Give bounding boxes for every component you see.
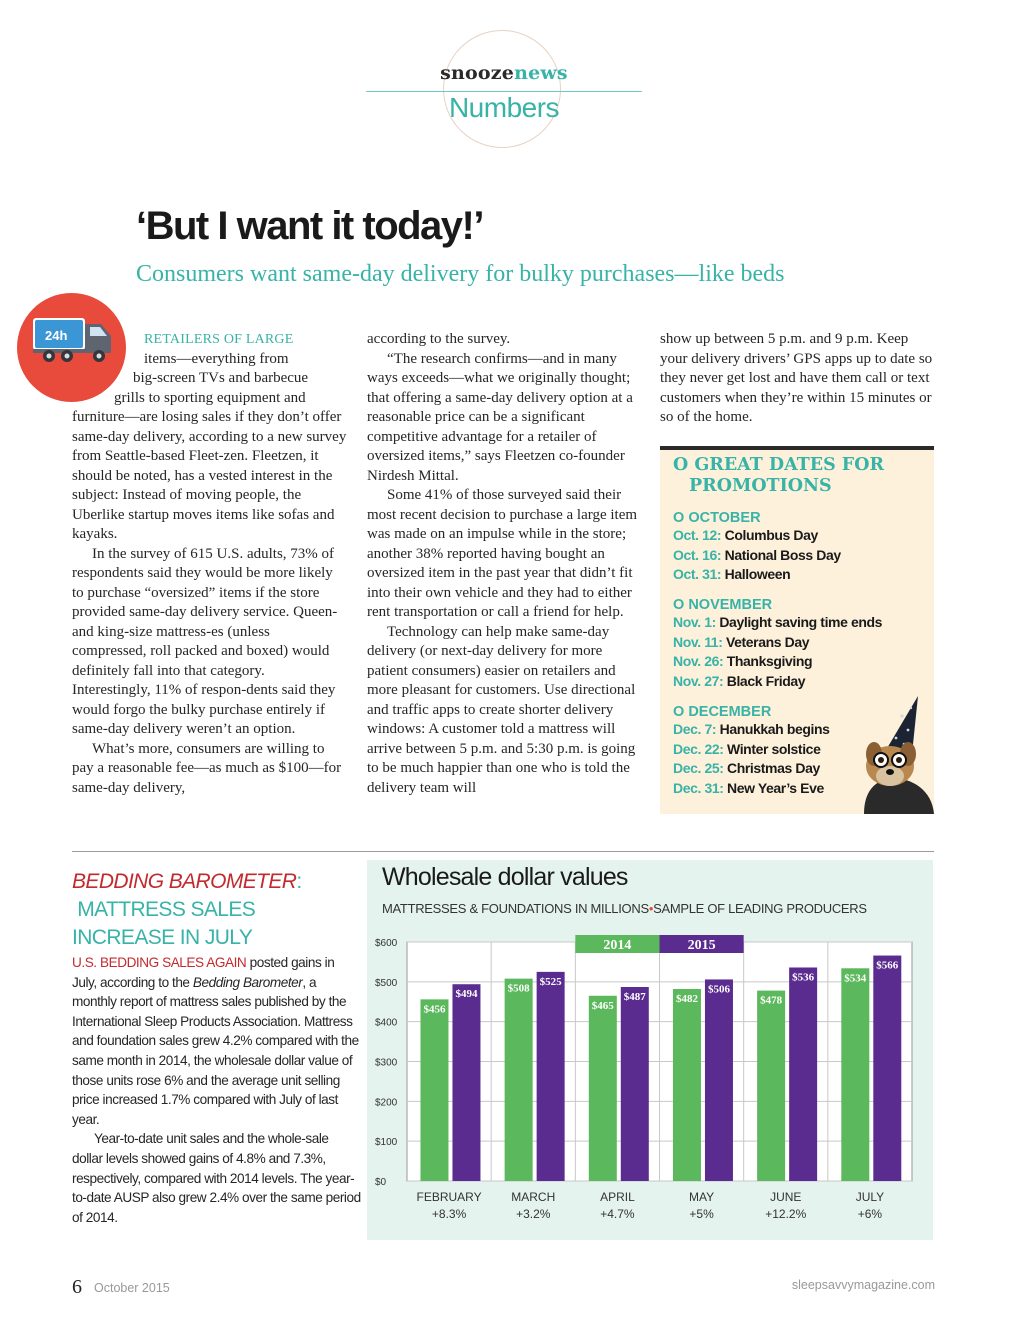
month-name: OCTOBER <box>688 510 761 526</box>
promo-event <box>673 652 928 672</box>
event-name: New Year’s Eve <box>727 779 824 796</box>
y-tick-label: $100 <box>375 1137 398 1149</box>
paragraph: Some 41% of those surveyed said their most recent decision to purchase a large item was made on an impulse while in the store; another 38% reported having bought an oversized item in the past year that didn’t fit into their own vehicle and they had to either rent transportation or call a friend for help. <box>367 487 638 620</box>
bar-value-label: $456 <box>423 1003 446 1016</box>
circle-bullet-icon: O <box>673 510 689 526</box>
barometer-title-line: MATTRESS SALES <box>77 898 256 921</box>
bar-2014 <box>420 999 448 1181</box>
x-change-label: +5% <box>689 1207 714 1221</box>
paragraph <box>72 953 362 1129</box>
bar-value-label: $478 <box>760 994 783 1007</box>
event-date: Dec. 7: <box>673 721 717 737</box>
month-name: DECEMBER <box>688 704 772 720</box>
x-change-label: +4.7% <box>600 1207 635 1221</box>
promo-event <box>673 740 863 760</box>
circle-bullet-icon: O <box>673 597 689 613</box>
bar-value-label: $534 <box>844 972 867 985</box>
y-tick-label: $500 <box>375 977 398 989</box>
subhead: Consumers want same-day delivery for bulky purchases—like beds <box>136 261 785 287</box>
bar-2014 <box>589 996 617 1181</box>
article-column-1 <box>72 408 347 798</box>
event-name: Hanukkah begins <box>719 721 830 737</box>
barometer-title-line: INCREASE IN JULY <box>72 926 253 949</box>
paragraph: according to the survey. <box>367 331 511 347</box>
month-name: NOVEMBER <box>688 597 773 613</box>
barometer-title-colon: : <box>296 870 302 893</box>
promo-title-line: PROMOTIONS <box>689 476 832 496</box>
event-name: Black Friday <box>726 672 806 689</box>
header-badge-circle <box>443 30 561 148</box>
paragraph: furniture—are losing sales if they don’t offer same-day delivery, according to a new survey from Seattle-based Fleet-zen. Fleetzen, it should be noted, has a vested interest in the subject: Instead of moving people, the Uberlike startup moves items like sofas and kayaks. <box>72 409 347 542</box>
x-change-label: +6% <box>857 1207 883 1221</box>
circle-bullet-icon: O <box>673 704 689 720</box>
publication-name: Bedding Barometer <box>192 974 303 990</box>
event-date: Dec. 22: <box>673 740 724 757</box>
promo-month-november <box>673 597 928 691</box>
barometer-text <box>72 953 362 1227</box>
event-date: Nov. 1: <box>673 614 716 630</box>
delivery-truck-icon <box>29 314 115 366</box>
x-category-label: MAY <box>689 1190 715 1204</box>
promo-event <box>673 720 863 740</box>
bar-2014 <box>841 968 869 1181</box>
legend-2015-label: 2015 <box>687 938 716 953</box>
chart-subtitle-separator: • <box>648 901 654 916</box>
barometer-title <box>72 868 302 952</box>
promo-event <box>673 526 928 546</box>
event-name: Veterans Day <box>725 633 810 650</box>
event-name: Daylight saving time ends <box>719 614 883 630</box>
event-date: Oct. 31: <box>673 566 722 582</box>
brand-news: news <box>514 62 568 84</box>
article-column-3 <box>660 330 936 428</box>
paragraph: “The research confirms—and in many ways exceeds—what we originally thought; that offering a same-day delivery option at a reasonable price can be a significant competitive advantage for a retailer of oversized items,” says Fleetzen co-founder Nirdesh Mittal. <box>367 350 633 484</box>
x-change-label: +12.2% <box>765 1207 807 1221</box>
event-date: Dec. 31: <box>673 779 724 796</box>
y-tick-label: $300 <box>375 1057 398 1069</box>
circle-bullet-icon: O <box>673 455 695 475</box>
bar-chart <box>367 925 933 1225</box>
article-column-2 <box>367 330 642 798</box>
bar-value-label: $508 <box>507 982 530 995</box>
bar-value-label: $494 <box>455 988 478 1001</box>
website-url: sleepsavvymagazine.com <box>791 1278 935 1292</box>
dog-party-hat-photo <box>846 694 934 814</box>
section-divider <box>72 851 934 852</box>
bar-2014 <box>673 989 701 1181</box>
x-category-label: JULY <box>855 1190 885 1204</box>
x-category-label: APRIL <box>600 1190 635 1204</box>
promo-event <box>673 546 928 566</box>
section-title: Numbers <box>448 92 560 123</box>
bar-value-label: $566 <box>876 959 899 972</box>
event-date: Nov. 27: <box>673 672 724 689</box>
y-tick-label: $400 <box>375 1017 398 1029</box>
promo-title <box>673 455 884 497</box>
promo-event <box>673 633 928 653</box>
paragraph: In the survey of 615 U.S. adults, 73% of respondents said they would be more likely to purchase “oversized” items if the store provided same-day delivery service. Queen- and king-size mattress-es (unless compressed, roll packed and boxed) would definitely fall into that category. Interestingly, 11% of respon-dents said they would forgo the bulky purchase entirely if same-day delivery weren’t an option. <box>72 545 338 737</box>
col1-line: big-screen TVs and barbecue <box>133 370 309 386</box>
promo-event <box>673 759 863 779</box>
y-tick-label: $0 <box>375 1177 387 1188</box>
chart-title: Wholesale dollar values <box>382 863 628 891</box>
promo-event <box>673 613 928 633</box>
headline: ‘But I want it today!’ <box>136 204 483 248</box>
paragraph: Technology can help make same-day delivery (or next-day delivery for more patient consumers) easier on retailers and more pleasant for customers. Use directional and traffic apps to create shorter delivery windows: A customer told a mattress will arrive between 5 p.m. and 5:30 p.m. is going to be much happier than one who is told the delivery team will <box>367 623 636 796</box>
bar-2015 <box>452 984 480 1181</box>
col1-lead-line <box>144 330 344 350</box>
event-name: Columbus Day <box>724 527 818 543</box>
event-name: Winter solstice <box>727 740 821 757</box>
bar-value-label: $482 <box>675 993 698 1006</box>
y-tick-label: $600 <box>375 938 398 949</box>
y-tick-label: $200 <box>375 1097 398 1109</box>
x-change-label: +3.2% <box>516 1207 551 1221</box>
truck-24h-label: 24h <box>45 328 68 343</box>
promo-event <box>673 672 928 692</box>
event-date: Oct. 16: <box>673 546 722 563</box>
bar-value-label: $487 <box>623 991 646 1004</box>
chart-subtitle-a: MATTRESSES & FOUNDATIONS IN MILLIONS <box>382 901 649 916</box>
x-category-label: JUNE <box>770 1190 802 1204</box>
legend-2014-label: 2014 <box>603 938 632 953</box>
col1-line: grills to sporting equipment and <box>114 389 306 406</box>
chart-subtitle <box>382 901 867 916</box>
bar-2015 <box>873 956 901 1181</box>
event-date: Nov. 26: <box>673 653 724 669</box>
bar-2015 <box>789 967 817 1181</box>
promo-month-october <box>673 510 928 585</box>
lead-in: RETAILERS OF LARGE <box>144 332 294 347</box>
event-name: Thanksgiving <box>726 653 813 669</box>
text-run: , a monthly report of mattress sales published by the International Sleep Products Association. Mattress and foundation sales grew 4.2% compared with the same month in 2014, the wholesale dollar value of those units rose 6% and the average unit selling price increased 1.7% compared with July of last year. <box>72 974 359 1127</box>
brand-logo <box>366 62 642 84</box>
promo-month-december <box>673 704 863 798</box>
event-name: Halloween <box>724 566 791 582</box>
event-date: Dec. 25: <box>673 760 724 776</box>
barometer-title-red: BEDDING BAROMETER <box>72 870 297 893</box>
event-name: Christmas Day <box>727 760 820 776</box>
bar-2015 <box>705 979 733 1181</box>
bar-2015 <box>621 987 649 1181</box>
bar-2015 <box>537 972 565 1181</box>
bar-2014 <box>757 991 785 1181</box>
chart-subtitle-b: SAMPLE OF LEADING PRODUCERS <box>653 901 867 916</box>
paragraph: show up between 5 p.m. and 9 p.m. Keep your delivery drivers’ GPS apps up to date so they never get lost and have them call or text customers when they’re within 15 minutes or so of the home. <box>660 331 933 425</box>
x-category-label: MARCH <box>511 1190 556 1204</box>
bar-value-label: $525 <box>539 975 562 988</box>
event-date: Nov. 11: <box>673 633 723 650</box>
page-number: 6 <box>72 1276 82 1298</box>
promo-title-line: GREAT DATES FOR <box>694 455 885 475</box>
issue-date: October 2015 <box>94 1281 170 1295</box>
x-category-label: FEBRUARY <box>416 1190 482 1204</box>
promo-event <box>673 565 928 585</box>
bar-2014 <box>505 979 533 1181</box>
paragraph: Year-to-date unit sales and the whole-sale dollar levels showed gains of 4.8% and 7.3%, respectively, compared with 2014 levels. The year-to-date AUSP also grew 2.4% over the same period of 2014. <box>72 1131 361 1225</box>
text-run: posted gains in July, according to the <box>72 955 335 990</box>
event-name: National Boss Day <box>724 546 841 563</box>
lead-in: U.S. BEDDING SALES AGAIN <box>72 955 247 970</box>
promo-event <box>673 779 863 799</box>
paragraph: What’s more, consumers are willing to pay a reasonable fee—as much as $100—for same-day delivery, <box>72 740 342 796</box>
bar-value-label: $506 <box>707 983 730 996</box>
col1-line: items—everything from <box>144 350 289 367</box>
x-change-label: +8.3% <box>431 1207 467 1221</box>
bar-value-label: $536 <box>792 971 815 984</box>
bar-value-label: $465 <box>591 999 614 1012</box>
event-date: Oct. 12: <box>673 527 722 543</box>
brand-snooze: snooze <box>440 62 515 84</box>
